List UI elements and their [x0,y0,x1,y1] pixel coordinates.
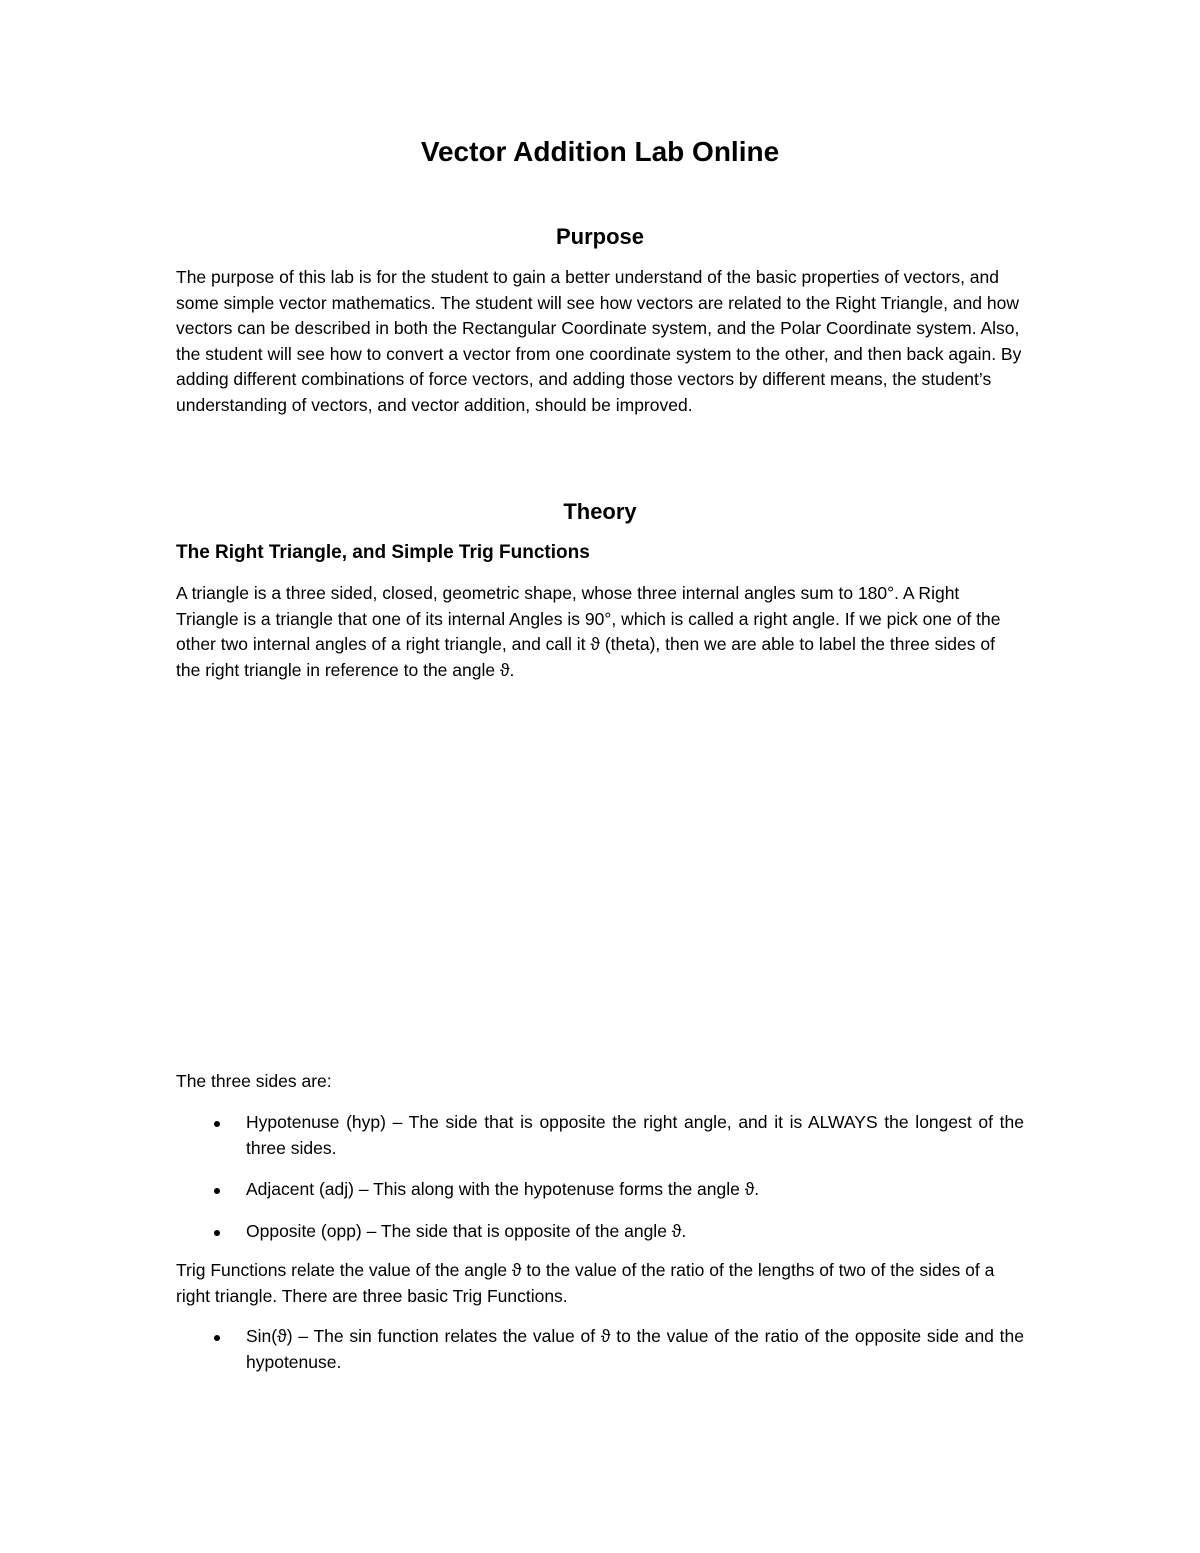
right-triangle-subheading: The Right Triangle, and Simple Trig Functions [176,542,590,563]
purpose-paragraph: The purpose of this lab is for the student to gain a better understand of the basic properties of vectors, and some simple vector mathematics. The student will see how vectors are related to the Right Triangle, and how vectors can be described in both the Rectangular Coordinate system, and the Polar Coordinate system. Also, the student will see how to convert a vector from one coordinate system to the other, and then back again. By adding different combinations of force vectors, and adding those vectors by different means, the student’s understanding of vectors, and vector addition, should be improved. [176,267,1022,415]
document-title: Vector Addition Lab Online [420,136,780,167]
adjacent-text: Adjacent (adj) – This along with the hypotenuse forms the angle ϑ. [246,1179,760,1199]
bullet-icon [214,1335,220,1341]
bullet-icon [214,1121,220,1127]
list-item-sin [176,1324,1024,1375]
list-item-hypotenuse [176,1110,1024,1161]
sides-intro-text: The three sides are: [176,1071,332,1091]
trig-functions-list [176,1324,1024,1375]
bullet-icon [214,1230,220,1236]
triangle-intro-paragraph: A triangle is a three sided, closed, geometric shape, whose three internal angles sum to 180°. A Right Triangle is a triangle that one of its internal Angles is 90°, which is called a right angle. If we pick one of the other two internal angles of a right triangle, and call it ϑ (theta), then we are able to label the three sides of the right triangle in reference to the angle ϑ. [176,583,1001,680]
opposite-text: Opposite (opp) – The side that is opposite of the angle ϑ. [246,1220,687,1241]
bullet-icon [214,1188,220,1194]
hypotenuse-text: Hypotenuse (hyp) – The side that is opposite the right angle, and it is ALWAYS the longest of the three sides. [246,1112,1024,1158]
sin-text: Sin(ϑ) – The sin function relates the value of ϑ to the value of the ratio of the opposite side and the hypotenuse. [246,1326,1024,1372]
sides-list [176,1110,1024,1244]
figure-blank-area [176,700,1024,1060]
theory-heading: Theory [563,499,637,524]
list-item-opposite [176,1219,1024,1245]
list-item-adjacent [176,1177,1024,1203]
trig-intro-paragraph: Trig Functions relate the value of the angle ϑ to the value of the ratio of the lengths of two of the sides of a right triangle. There are three basic Trig Functions. [176,1260,995,1306]
purpose-heading: Purpose [555,224,645,249]
